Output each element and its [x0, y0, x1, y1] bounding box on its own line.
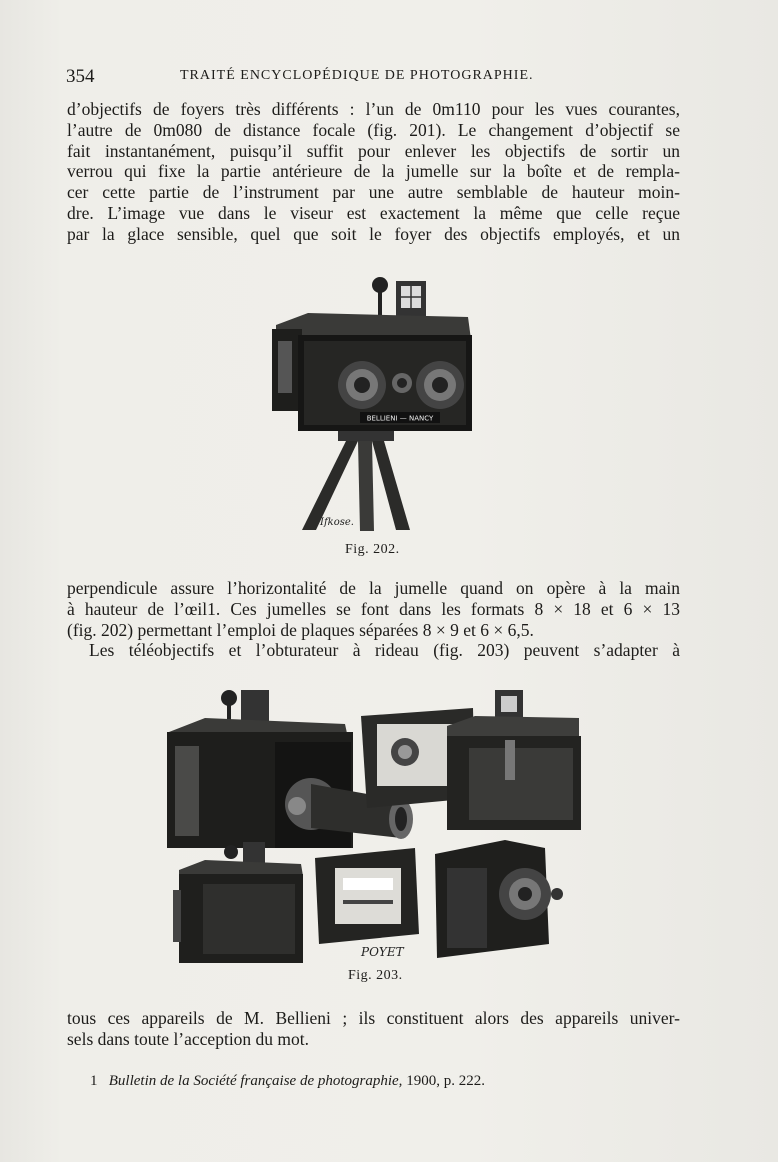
text-line: dre. L’image vue dans le viseur est exactement la même que celle reçue	[67, 202, 680, 223]
running-title: TRAITÉ ENCYCLOPÉDIQUE DE PHOTOGRAPHIE.	[180, 68, 534, 83]
figure-203-caption: Fig. 203.	[348, 968, 403, 983]
text-line: à hauteur de l’œil1. Ces jumelles se font dans les formats 8 × 18 et 6 × 13	[67, 598, 680, 619]
page-header	[66, 66, 676, 90]
text-line: cer cette partie de l’instrument par une autre semblable de hauteur moin-	[67, 182, 680, 203]
text-line: tous ces appareils de M. Bellieni ; ils constituent alors des appareils univer-	[67, 1008, 680, 1028]
bellieni-nameplate-text: BELLIENI — NANCY	[366, 414, 434, 423]
engraver-signature-203: POYET	[361, 945, 404, 959]
paragraph-2	[67, 578, 680, 661]
footnote-source: Bulletin de la Société française de photographie,	[108, 1073, 403, 1089]
figure-203-cameras-engraving	[165, 688, 585, 963]
figure-202-stereo-camera-engraving	[268, 275, 478, 535]
text-line: l’autre de 0m080 de distance focale (fig. 201). Le changement d’objectif se	[67, 119, 680, 140]
text-line: (fig. 202) permettant l’emploi de plaques séparées 8 × 9 et 6 × 6,5.	[67, 619, 534, 640]
figure-202-caption: Fig. 202.	[345, 542, 400, 557]
page-number: 354	[66, 66, 95, 87]
text-line: fait instantanément, puisqu’il suffit pour enlever les objectifs de sortir un	[67, 140, 680, 161]
paragraph-3	[67, 1008, 680, 1050]
text-line: d’objectifs de foyers très différents : l’un de 0m110 pour les vues courantes,	[67, 99, 680, 119]
text-line: perpendicule assure l’horizontalité de la jumelle quand on opère à la main	[67, 578, 680, 598]
text-line: verrou qui fixe la partie antérieure de la jumelle sur la boîte et de rempla-	[67, 161, 680, 182]
paragraph-1	[67, 99, 680, 245]
footnote-details: 1900, p. 222.	[402, 1073, 485, 1089]
footnote-number: 1	[90, 1073, 98, 1089]
text-line: sels dans toute l’acception du mot.	[67, 1028, 310, 1049]
text-line: par la glace sensible, quel que soit le foyer des objectifs employés, et un	[67, 223, 680, 244]
text-line: Les téléobjectifs et l’obturateur à rideau (fig. 203) peuvent s’adapter à	[89, 640, 680, 661]
footnote	[90, 1073, 485, 1090]
engraver-signature-202: Ifkose.	[320, 517, 354, 528]
